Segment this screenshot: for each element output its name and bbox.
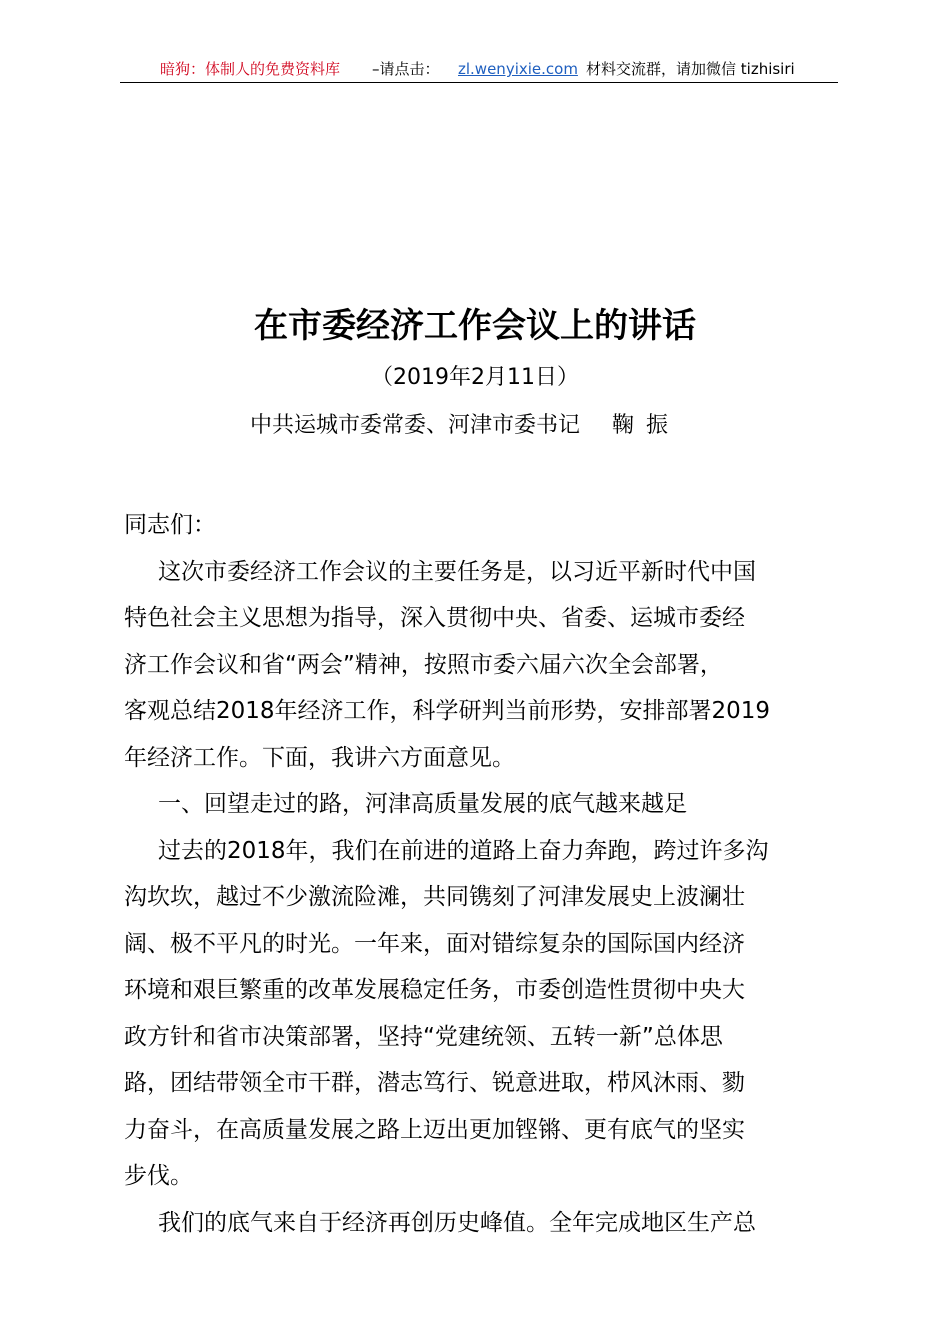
document-date: （2019年2月11日） <box>371 365 579 390</box>
document-body <box>124 502 828 1246</box>
header-link[interactable]: zl.wenyixie.com <box>458 60 578 78</box>
text-line: 环境和艰巨繁重的改革发展稳定任务，市委创造性贯彻中央大 <box>124 977 745 1003</box>
text-line: 这次市委经济工作会议的主要任务是，以习近平新时代中国 <box>158 558 756 585</box>
text-line: 沟坎坎，越过不少激流险滩，共同镌刻了河津发展史上波澜壮 <box>124 884 745 910</box>
header-click-prompt: –请点击： <box>372 60 440 78</box>
text-line: 过去的2018年，我们在前进的道路上奋力奔跑，跨过许多沟 <box>158 837 769 864</box>
document-title: 在市委经济工作会议上的讲话 <box>254 306 696 346</box>
text-line: 阔、极不平凡的时光。一年来，面对错综复杂的国际国内经济 <box>124 930 745 957</box>
paragraph-economy <box>124 1200 828 1247</box>
text-line: 特色社会主义思想为指导，深入贯彻中央、省委、运城市委经 <box>124 605 745 631</box>
text-line: 步伐。 <box>124 1163 193 1189</box>
page-header <box>120 58 838 83</box>
header-brand: 暗狗：体制人的免费资料库 <box>160 60 341 78</box>
header-wechat-note: 材料交流群，请加微信 tizhisiri <box>586 60 795 78</box>
section-heading-1: 一、回望走过的路，河津高质量发展的底气越来越足 <box>158 791 687 817</box>
author-role: 中共运城市委常委、河津市委书记 <box>250 413 581 438</box>
text-line: 我们的底气来自于经济再创历史峰值。全年完成地区生产总 <box>158 1209 756 1236</box>
text-line: 客观总结2018年经济工作，科学研判当前形势，安排部署2019 <box>124 698 771 724</box>
text-line: 力奋斗，在高质量发展之路上迈出更加铿锵、更有底气的坚实 <box>124 1116 745 1143</box>
text-line: 政方针和省市决策部署，坚持“党建统领、五转一新”总体思 <box>124 1023 723 1050</box>
salutation: 同志们： <box>124 512 216 538</box>
document-author <box>250 410 680 442</box>
author-name: 鞠振 <box>612 413 681 438</box>
text-line: 路，团结带领全市干群，潜志笃行、锐意进取，栉风沐雨、勠 <box>124 1070 745 1096</box>
text-line: 年经济工作。下面，我讲六方面意见。 <box>124 744 515 771</box>
text-line: 济工作会议和省“两会”精神，按照市委六届六次全会部署， <box>124 651 723 678</box>
paragraph-intro <box>124 549 828 782</box>
paragraph-review <box>124 828 828 1200</box>
